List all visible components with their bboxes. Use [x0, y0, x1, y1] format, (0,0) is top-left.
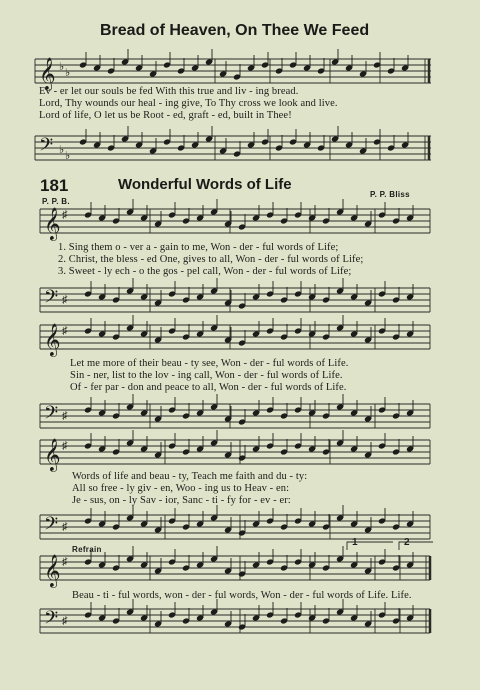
note-head	[196, 321, 204, 338]
svg-text:♯: ♯	[62, 556, 68, 568]
note-head	[121, 126, 129, 143]
note-head	[224, 558, 232, 575]
note-head	[84, 433, 92, 450]
note-head	[154, 558, 162, 575]
note-head	[392, 403, 400, 420]
note-head	[317, 135, 325, 152]
note-head	[121, 49, 129, 66]
refrain-label: Refrain	[72, 545, 102, 554]
music-credit: P. P. Bliss	[370, 190, 410, 199]
note-head	[126, 394, 134, 411]
note-head	[238, 214, 246, 231]
note-head	[252, 511, 260, 528]
note-head	[191, 132, 199, 149]
note-head	[182, 324, 190, 341]
note-head	[392, 439, 400, 456]
note-head	[336, 394, 344, 411]
note-head	[350, 284, 358, 301]
note-head	[140, 400, 148, 417]
note-head	[168, 549, 176, 566]
note-head	[84, 508, 92, 525]
note-head	[364, 211, 372, 228]
note-head	[364, 290, 372, 307]
note-head	[182, 403, 190, 420]
note-head	[238, 293, 246, 310]
top-treble-staff	[35, 55, 435, 89]
note-head	[196, 284, 204, 301]
note-head	[140, 321, 148, 338]
note-head	[280, 403, 288, 420]
note-head	[322, 555, 330, 572]
note-head	[84, 202, 92, 219]
note-head	[364, 558, 372, 575]
note-head	[126, 546, 134, 563]
note-head	[266, 318, 274, 335]
note-head	[261, 129, 269, 146]
note-head	[247, 55, 255, 72]
note-head	[79, 129, 87, 146]
top-bass-staff	[35, 132, 435, 166]
system3-lyric-2: All so free - ly giv - en, Woo - ing us to Heav - en:	[72, 483, 290, 494]
note-head	[275, 135, 283, 152]
note-head	[406, 605, 414, 622]
note-head	[168, 202, 176, 219]
note-head	[406, 400, 414, 417]
system3-treble-staff	[40, 436, 435, 470]
note-head	[149, 61, 157, 78]
note-head	[280, 608, 288, 625]
svg-text:♯: ♯	[62, 294, 68, 306]
note-head	[350, 321, 358, 338]
note-head	[84, 281, 92, 298]
svg-text:♭: ♭	[59, 144, 65, 156]
note-head	[168, 318, 176, 335]
svg-text:♭: ♭	[59, 61, 65, 73]
note-head	[378, 397, 386, 414]
note-head	[182, 439, 190, 456]
note-head	[112, 403, 120, 420]
note-head	[112, 514, 120, 531]
note-head	[289, 129, 297, 146]
note-head	[205, 126, 213, 143]
note-head	[303, 55, 311, 72]
system3-lyric-1: Words of life and beau - ty, Teach me faith and du - ty:	[72, 471, 308, 482]
note-head	[280, 555, 288, 572]
note-head	[392, 514, 400, 531]
note-head	[238, 445, 246, 462]
note-head	[224, 406, 232, 423]
note-head	[280, 208, 288, 225]
note-head	[168, 602, 176, 619]
note-head	[205, 49, 213, 66]
note-head	[112, 439, 120, 456]
note-head	[364, 406, 372, 423]
note-head	[378, 508, 386, 525]
note-head	[336, 199, 344, 216]
svg-text:♯: ♯	[62, 521, 68, 533]
note-head	[98, 321, 106, 338]
note-head	[149, 138, 157, 155]
note-head	[322, 208, 330, 225]
note-head	[79, 52, 87, 69]
ending-2-label: 2	[404, 537, 410, 548]
note-head	[345, 55, 353, 72]
note-head	[322, 287, 330, 304]
note-head	[387, 135, 395, 152]
note-head	[294, 602, 302, 619]
note-head	[266, 202, 274, 219]
system1-lyric-1: 1. Sing them o - ver a - gain to me, Won - der - ful words of Life;	[58, 242, 339, 253]
system2-lyric-2: Sin - ner, list to the lov - ing call, Won - der - ful words of Life.	[70, 370, 343, 381]
note-head	[252, 552, 260, 569]
note-head	[350, 400, 358, 417]
note-head	[406, 436, 414, 453]
svg-text:♯: ♯	[62, 209, 68, 221]
system4-lyric-1: Beau - ti - ful words, won - der - ful words, Won - der - ful words of Life. Life.	[72, 590, 412, 601]
note-head	[154, 290, 162, 307]
note-head	[84, 549, 92, 566]
note-head	[280, 287, 288, 304]
note-head	[219, 138, 227, 155]
note-head	[154, 327, 162, 344]
note-head	[364, 327, 372, 344]
note-head	[224, 290, 232, 307]
note-head	[224, 517, 232, 534]
note-head	[154, 611, 162, 628]
svg-text:♭: ♭	[65, 67, 71, 79]
note-head	[224, 442, 232, 459]
top-lyric-line-1: Ev - er let our souls be fed With this true and liv - ing bread.	[39, 86, 299, 97]
note-head	[252, 284, 260, 301]
svg-text:𝄢: 𝄢	[39, 135, 54, 160]
note-head	[359, 61, 367, 78]
note-head	[289, 52, 297, 69]
note-head	[140, 205, 148, 222]
note-head	[84, 602, 92, 619]
svg-text:♭: ♭	[65, 150, 71, 162]
note-head	[378, 202, 386, 219]
svg-text:♯: ♯	[62, 615, 68, 627]
note-head	[224, 211, 232, 228]
note-head	[364, 442, 372, 459]
note-head	[266, 281, 274, 298]
note-head	[280, 439, 288, 456]
note-head	[252, 436, 260, 453]
note-head	[406, 205, 414, 222]
note-head	[140, 552, 148, 569]
note-head	[182, 287, 190, 304]
note-head	[308, 552, 316, 569]
note-head	[364, 611, 372, 628]
note-head	[238, 561, 246, 578]
note-head	[168, 397, 176, 414]
note-head	[350, 511, 358, 528]
note-head	[322, 439, 330, 456]
note-head	[140, 605, 148, 622]
note-head	[98, 605, 106, 622]
note-head	[322, 324, 330, 341]
note-head	[84, 397, 92, 414]
note-head	[168, 508, 176, 525]
note-head	[387, 58, 395, 75]
note-head	[392, 608, 400, 625]
note-head	[359, 138, 367, 155]
note-head	[112, 287, 120, 304]
svg-text:♯: ♯	[62, 410, 68, 422]
note-head	[238, 409, 246, 426]
system2-treble-staff	[40, 321, 435, 355]
note-head	[238, 330, 246, 347]
note-head	[308, 605, 316, 622]
note-head	[196, 436, 204, 453]
system1-bass-staff	[40, 284, 435, 318]
note-head	[308, 205, 316, 222]
note-head	[266, 549, 274, 566]
note-head	[135, 55, 143, 72]
note-head	[98, 400, 106, 417]
note-head	[196, 605, 204, 622]
svg-text:𝄢: 𝄢	[44, 403, 59, 428]
note-head	[280, 324, 288, 341]
note-head	[294, 508, 302, 525]
note-head	[294, 202, 302, 219]
note-head	[112, 324, 120, 341]
note-head	[406, 321, 414, 338]
note-head	[238, 614, 246, 631]
note-head	[308, 400, 316, 417]
note-head	[191, 55, 199, 72]
note-head	[252, 321, 260, 338]
note-head	[154, 442, 162, 459]
refrain-ending-brackets	[345, 540, 435, 550]
note-head	[107, 135, 115, 152]
note-head	[196, 552, 204, 569]
note-head	[392, 287, 400, 304]
note-head	[378, 281, 386, 298]
svg-text:𝄞: 𝄞	[44, 207, 61, 240]
note-head	[98, 511, 106, 528]
system3-lyric-3: Je - sus, on - ly Sav - ior, Sanc - ti - fy for - ev - er:	[72, 495, 291, 506]
note-head	[378, 433, 386, 450]
note-head	[126, 199, 134, 216]
note-head	[182, 514, 190, 531]
note-head	[182, 208, 190, 225]
note-head	[294, 397, 302, 414]
note-head	[252, 400, 260, 417]
note-head	[182, 608, 190, 625]
note-head	[154, 406, 162, 423]
note-head	[210, 199, 218, 216]
note-head	[154, 517, 162, 534]
note-head	[406, 284, 414, 301]
svg-text:𝄢: 𝄢	[44, 608, 59, 633]
svg-text:𝄞: 𝄞	[44, 438, 61, 471]
note-head	[378, 549, 386, 566]
svg-text:𝄢: 𝄢	[44, 287, 59, 312]
note-head	[168, 433, 176, 450]
ending-1-label: 1	[352, 537, 358, 548]
note-head	[135, 132, 143, 149]
note-head	[210, 505, 218, 522]
note-head	[266, 508, 274, 525]
svg-text:𝄞: 𝄞	[44, 554, 61, 587]
note-head	[308, 511, 316, 528]
note-head	[294, 549, 302, 566]
note-head	[322, 403, 330, 420]
note-head	[233, 64, 241, 81]
note-head	[196, 400, 204, 417]
note-head	[112, 555, 120, 572]
svg-text:𝄞: 𝄞	[39, 57, 56, 90]
hymn-title: Wonderful Words of Life	[118, 176, 292, 193]
note-head	[210, 546, 218, 563]
note-head	[219, 61, 227, 78]
note-head	[266, 602, 274, 619]
note-head	[210, 278, 218, 295]
note-head	[98, 284, 106, 301]
words-credit: P. P. B.	[42, 197, 70, 206]
system4-treble-staff	[40, 552, 435, 586]
system1-lyric-2: 2. Christ, the bless - ed One, gives to all, Won - der - ful words of Life;	[58, 254, 364, 265]
note-head	[345, 132, 353, 149]
note-head	[303, 132, 311, 149]
note-head	[294, 318, 302, 335]
note-head	[392, 324, 400, 341]
note-head	[93, 55, 101, 72]
note-head	[322, 514, 330, 531]
note-head	[294, 433, 302, 450]
system4-bass-staff	[40, 605, 435, 639]
note-head	[308, 284, 316, 301]
note-head	[238, 520, 246, 537]
note-head	[308, 436, 316, 453]
note-head	[322, 608, 330, 625]
note-head	[233, 141, 241, 158]
system1-lyric-3: 3. Sweet - ly ech - o the gos - pel call, Won - der - ful words of Life;	[58, 266, 352, 277]
top-lyric-line-3: Lord of life, O let us be Root - ed, graft - ed, built in Thee!	[39, 110, 292, 121]
note-head	[98, 436, 106, 453]
note-head	[406, 552, 414, 569]
note-head	[350, 205, 358, 222]
note-head	[140, 284, 148, 301]
note-head	[261, 52, 269, 69]
note-head	[308, 321, 316, 338]
note-head	[196, 511, 204, 528]
note-head	[98, 552, 106, 569]
note-head	[168, 281, 176, 298]
note-head	[401, 55, 409, 72]
note-head	[93, 132, 101, 149]
note-head	[140, 511, 148, 528]
note-head	[154, 211, 162, 228]
note-head	[112, 208, 120, 225]
note-head	[401, 132, 409, 149]
note-head	[177, 58, 185, 75]
note-head	[275, 58, 283, 75]
note-head	[247, 132, 255, 149]
top-hymn-title: Bread of Heaven, On Thee We Feed	[100, 22, 370, 39]
note-head	[196, 205, 204, 222]
note-head	[294, 281, 302, 298]
system1-treble-staff	[40, 205, 435, 239]
note-head	[224, 327, 232, 344]
note-head	[177, 135, 185, 152]
svg-text:𝄢: 𝄢	[44, 514, 59, 539]
note-head	[350, 605, 358, 622]
svg-text:𝄞: 𝄞	[44, 323, 61, 356]
note-head	[378, 602, 386, 619]
note-head	[364, 517, 372, 534]
note-head	[392, 555, 400, 572]
note-head	[378, 318, 386, 335]
hymn-number: 181	[40, 176, 69, 195]
note-head	[331, 126, 339, 143]
svg-text:♯: ♯	[62, 440, 68, 452]
note-head	[140, 436, 148, 453]
note-head	[182, 555, 190, 572]
note-head	[350, 552, 358, 569]
note-head	[126, 505, 134, 522]
note-head	[224, 611, 232, 628]
note-head	[107, 58, 115, 75]
note-head	[98, 205, 106, 222]
note-head	[336, 546, 344, 563]
note-head	[126, 278, 134, 295]
note-head	[84, 318, 92, 335]
note-head	[163, 129, 171, 146]
note-head	[266, 433, 274, 450]
note-head	[112, 608, 120, 625]
note-head	[392, 208, 400, 225]
system2-lyric-1: Let me more of their beau - ty see, Won - der - ful words of Life.	[70, 358, 349, 369]
note-head	[252, 605, 260, 622]
note-head	[350, 436, 358, 453]
top-lyric-line-2: Lord, Thy wounds our heal - ing give, To Thy cross we look and live.	[39, 98, 338, 109]
system2-bass-staff	[40, 400, 435, 434]
note-head	[280, 514, 288, 531]
note-head	[210, 394, 218, 411]
note-head	[331, 49, 339, 66]
note-head	[317, 58, 325, 75]
note-head	[163, 52, 171, 69]
note-head	[252, 205, 260, 222]
note-head	[406, 511, 414, 528]
note-head	[336, 505, 344, 522]
note-head	[336, 278, 344, 295]
system2-lyric-3: Of - fer par - don and peace to all, Won - der - ful words of Life.	[70, 382, 347, 393]
svg-text:♯: ♯	[62, 325, 68, 337]
note-head	[266, 397, 274, 414]
